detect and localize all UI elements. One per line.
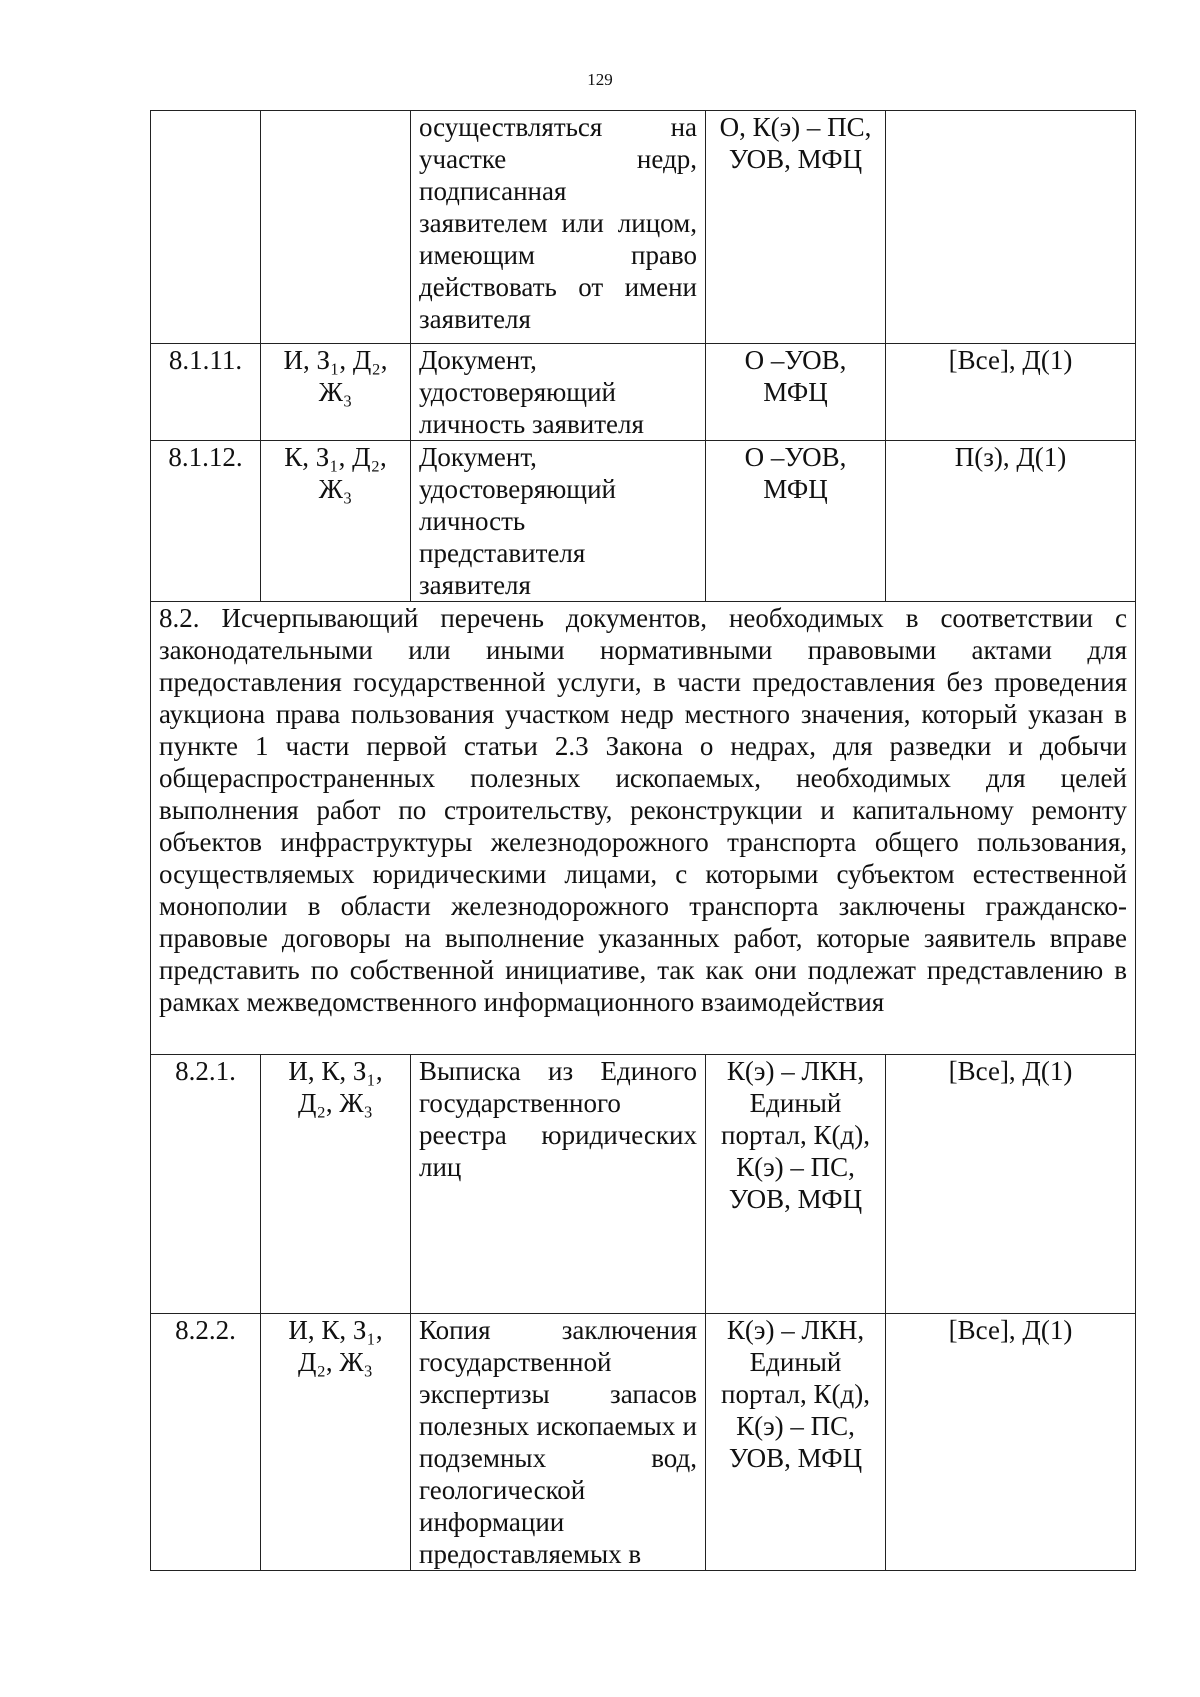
table-row xyxy=(151,344,1136,441)
submission-method-cell: О –УОВ, МФЦ xyxy=(706,344,886,441)
applicant-codes-cell xyxy=(261,111,411,344)
page-number: 129 xyxy=(587,70,613,89)
applicant-codes-cell: К, З₁, Д₂, Ж₃ xyxy=(261,441,411,602)
row-number-cell: 8.1.12. xyxy=(151,441,261,602)
applicant-codes-cell: И, К, З₁, Д₂, Ж₃ xyxy=(261,1314,411,1571)
submission-method-cell: О, К(э) – ПС, УОВ, МФЦ xyxy=(706,111,886,344)
applicant-codes-cell: И, З₁, Д₂, Ж₃ xyxy=(261,344,411,441)
return-method-cell xyxy=(886,111,1136,344)
document-name-cell: Документ, удостоверяющий личность представителя заявителя xyxy=(411,441,706,602)
return-method-cell: П(з), Д(1) xyxy=(886,441,1136,602)
table-row xyxy=(151,1314,1136,1571)
document-name-cell: Документ, удостоверяющий личность заявителя xyxy=(411,344,706,441)
documents-table xyxy=(150,110,1136,1571)
document-name-cell: Выписка из Единого государственного реестра юридических лиц xyxy=(411,1055,706,1314)
section-row xyxy=(151,602,1136,1055)
applicant-codes-cell: И, К, З₁, Д₂, Ж₃ xyxy=(261,1055,411,1314)
return-method-cell: [Все], Д(1) xyxy=(886,1314,1136,1571)
submission-method-cell: К(э) – ЛКН, Единый портал, К(д), К(э) – ПС, УОВ, МФЦ xyxy=(706,1055,886,1314)
row-number-cell: 8.2.1. xyxy=(151,1055,261,1314)
section-8-2-text: 8.2. Исчерпывающий перечень документов, необходимых в соответствии с законодательными или иными нормативными правовыми актами для предоставления государственной услуги, в части предоставления без проведения аукциона права пользования участком недр местного значения, который указан в пункте 1 части первой статьи 2.3 Закона о недрах, для разведки и добычи общераспространенных полезных ископаемых, необходимых для целей выполнения работ по строительству, реконструкции и капитальному ремонту объектов инфраструктуры железнодорожного транспорта общего пользования, осуществляемых юридическими лицами, с которыми субъектом естественной монополии в области железнодорожного транспорта заключены гражданско-правовые договоры на выполнение указанных работ, которые заявитель вправе представить по собственной инициативе, так как они подлежат представлению в рамках межведомственного информационного взаимодействия xyxy=(151,602,1136,1055)
table-row xyxy=(151,441,1136,602)
submission-method-cell: К(э) – ЛКН, Единый портал, К(д), К(э) – ПС, УОВ, МФЦ xyxy=(706,1314,886,1571)
table-row xyxy=(151,1055,1136,1314)
table-row xyxy=(151,111,1136,344)
document-name-cell: осуществляться на участке недр, подписанная заявителем или лицом, имеющим право действовать от имени заявителя xyxy=(411,111,706,344)
return-method-cell: [Все], Д(1) xyxy=(886,344,1136,441)
row-number-cell xyxy=(151,111,261,344)
return-method-cell: [Все], Д(1) xyxy=(886,1055,1136,1314)
document-name-cell: Копия заключения государственной экспертизы запасов полезных ископаемых и подземных вод, геологической информации предоставляемых в xyxy=(411,1314,706,1571)
row-number-cell: 8.2.2. xyxy=(151,1314,261,1571)
row-number-cell: 8.1.11. xyxy=(151,344,261,441)
submission-method-cell: О –УОВ, МФЦ xyxy=(706,441,886,602)
